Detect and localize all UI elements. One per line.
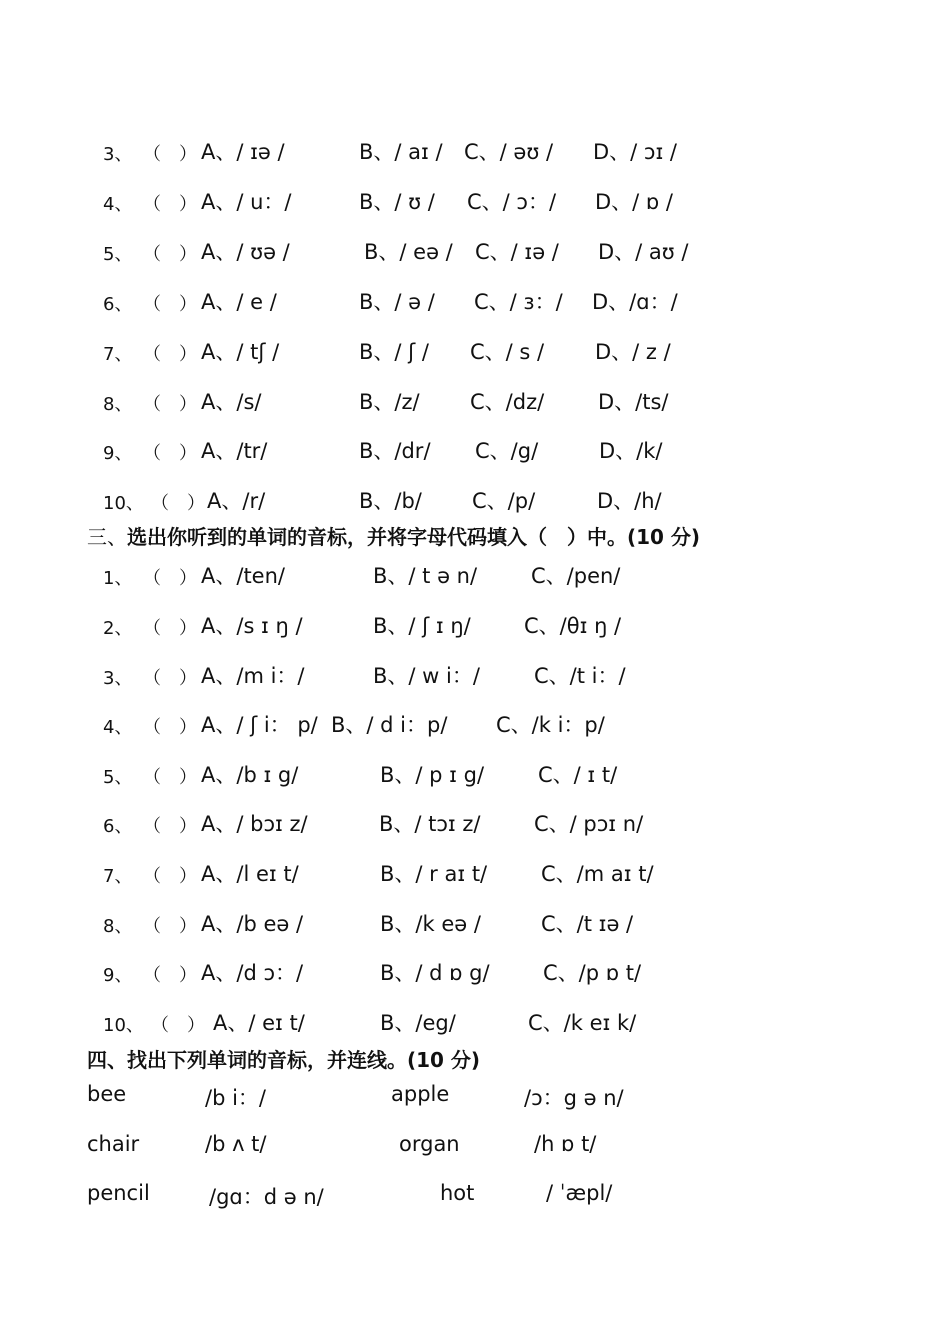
question-number: 6、 (103, 816, 133, 837)
option-b: B、/ w i：/ (373, 664, 480, 688)
option-c: C、/t ɪə / (541, 912, 634, 936)
option-c: C、/ pɔɪ n/ (534, 812, 644, 836)
answer-blank[interactable]: （ ） (151, 493, 205, 514)
option-b: B、/eg/ (380, 1011, 456, 1035)
question-row (0, 660, 950, 690)
option-d: D、/ ɒ / (595, 190, 674, 214)
option-a: A、/b ɪ g/ (201, 763, 299, 787)
option-a: A、/ u：/ (201, 190, 292, 214)
question-row (0, 759, 950, 789)
answer-blank[interactable]: （ ） (143, 194, 197, 215)
question-row (0, 286, 950, 316)
match-word-left[interactable]: chair (87, 1132, 140, 1156)
answer-blank[interactable]: （ ） (143, 344, 197, 365)
section-3-title: 选出你听到的单词的音标，并将字母代码填入（ ）中。 (127, 525, 627, 549)
answer-blank[interactable]: （ ） (143, 965, 197, 986)
option-a: A、/ tʃ / (201, 340, 280, 364)
matching-row (0, 1181, 950, 1211)
option-b: B、/ ə / (359, 290, 435, 314)
question-number: 8、 (103, 916, 133, 937)
question-row (0, 236, 950, 266)
answer-blank[interactable]: （ ） (143, 916, 197, 937)
question-row (0, 808, 950, 838)
option-c: C、/p/ (472, 489, 536, 513)
option-a: A、/ bɔɪ z/ (201, 812, 308, 836)
question-row (0, 858, 950, 888)
match-phonetic-left[interactable]: /b i：/ (205, 1086, 266, 1110)
question-number: 6、 (103, 294, 133, 315)
question-row (0, 336, 950, 366)
option-b: B、/ ʃ / (359, 340, 429, 364)
question-number: 10、 (103, 1015, 144, 1036)
match-word-right[interactable]: hot (440, 1181, 475, 1205)
match-word-left[interactable]: pencil (87, 1181, 150, 1205)
section-4-score: (10 分) (407, 1048, 481, 1072)
option-b: B、/z/ (359, 390, 420, 414)
question-number: 5、 (103, 767, 133, 788)
option-d: D、/ɑ：/ (592, 290, 678, 314)
match-phonetic-left[interactable]: /gɑ：d ə n/ (209, 1185, 324, 1209)
question-row (0, 1007, 950, 1037)
section-3-number: 三、 (87, 525, 127, 549)
match-word-right[interactable]: apple (391, 1082, 450, 1106)
option-d: D、/ z / (595, 340, 671, 364)
section-3-heading (87, 521, 700, 550)
matching-row (0, 1082, 950, 1112)
option-a: A、/ eɪ t/ (213, 1011, 305, 1035)
option-c: C、/ ɔ：/ (467, 190, 557, 214)
question-row (0, 136, 950, 166)
answer-blank[interactable]: （ ） (143, 294, 197, 315)
answer-blank[interactable]: （ ） (151, 1015, 205, 1036)
option-b: B、/ d ɒ g/ (380, 961, 490, 985)
question-number: 7、 (103, 866, 133, 887)
option-b: B、/ ʊ / (359, 190, 435, 214)
option-c: C、/ ɪ t/ (538, 763, 618, 787)
option-a: A、/ e / (201, 290, 277, 314)
option-a: A、/ten/ (201, 564, 285, 588)
option-c: C、/t i：/ (534, 664, 626, 688)
option-b: B、/ t ə n/ (373, 564, 478, 588)
option-c: C、/k eɪ k/ (528, 1011, 637, 1035)
question-row (0, 957, 950, 987)
option-b: B、/ tɔɪ z/ (379, 812, 481, 836)
match-phonetic-right[interactable]: /h ɒ t/ (534, 1132, 597, 1156)
match-phonetic-right[interactable]: /ɔ：g ə n/ (524, 1086, 624, 1110)
option-c: C、/θɪ ŋ / (524, 614, 622, 638)
option-a: A、/d ɔ：/ (201, 961, 304, 985)
option-a: A、/l eɪ t/ (201, 862, 299, 886)
question-number: 4、 (103, 194, 133, 215)
option-b: B、/ p ɪ g/ (380, 763, 485, 787)
answer-blank[interactable]: （ ） (143, 443, 197, 464)
answer-blank[interactable]: （ ） (143, 568, 197, 589)
question-number: 3、 (103, 668, 133, 689)
match-word-left[interactable]: bee (87, 1082, 127, 1106)
answer-blank[interactable]: （ ） (143, 717, 197, 738)
question-number: 9、 (103, 443, 133, 464)
option-a: A、/b eə / (201, 912, 304, 936)
answer-blank[interactable]: （ ） (143, 816, 197, 837)
matching-row (0, 1132, 950, 1162)
question-number: 10、 (103, 493, 144, 514)
option-d: D、/k/ (599, 439, 663, 463)
option-a: A、/m i：/ (201, 664, 305, 688)
option-b: B、/ aɪ / (359, 140, 443, 164)
option-a: A、/ ʃ i： p/ (201, 713, 318, 737)
option-c: C、/pen/ (531, 564, 621, 588)
question-number: 2、 (103, 618, 133, 639)
option-d: D、/h/ (597, 489, 662, 513)
match-phonetic-left[interactable]: /b ʌ t/ (205, 1132, 267, 1156)
option-b: B、/ ʃ ɪ ŋ/ (373, 614, 471, 638)
option-b: B、/ d i：p/ (331, 713, 448, 737)
answer-blank[interactable]: （ ） (143, 144, 197, 165)
option-c: C、/ əʊ / (464, 140, 554, 164)
question-row (0, 386, 950, 416)
question-number: 3、 (103, 144, 133, 165)
option-a: A、/s/ (201, 390, 262, 414)
option-c: C、/ ɜ：/ (474, 290, 563, 314)
answer-blank[interactable]: （ ） (143, 394, 197, 415)
option-a: A、/tr/ (201, 439, 268, 463)
section-4-title: 四、找出下列单词的音标，并连线。 (87, 1048, 407, 1072)
option-a: A、/s ɪ ŋ / (201, 614, 303, 638)
option-b: B、/ eə / (364, 240, 453, 264)
answer-blank[interactable]: （ ） (143, 668, 197, 689)
match-phonetic-right[interactable]: / ˈæpl/ (546, 1181, 613, 1205)
answer-blank[interactable]: （ ） (143, 244, 197, 265)
question-row (0, 560, 950, 590)
question-number: 1、 (103, 568, 133, 589)
option-b: B、/dr/ (359, 439, 431, 463)
question-row (0, 186, 950, 216)
option-a: A、/r/ (207, 489, 266, 513)
option-c: C、/g/ (475, 439, 539, 463)
question-row (0, 485, 950, 515)
question-number: 7、 (103, 344, 133, 365)
option-d: D、/ts/ (598, 390, 669, 414)
option-d: D、/ ɔɪ / (593, 140, 678, 164)
question-row (0, 709, 950, 739)
option-c: C、/p ɒ t/ (543, 961, 642, 985)
section-3-score: (10 分) (627, 525, 701, 549)
option-b: B、/b/ (359, 489, 422, 513)
answer-blank[interactable]: （ ） (143, 618, 197, 639)
question-number: 4、 (103, 717, 133, 738)
question-number: 9、 (103, 965, 133, 986)
option-d: D、/ aʊ / (598, 240, 689, 264)
option-b: B、/ r aɪ t/ (380, 862, 488, 886)
option-c: C、/k i：p/ (496, 713, 605, 737)
answer-blank[interactable]: （ ） (143, 767, 197, 788)
option-c: C、/m aɪ t/ (541, 862, 654, 886)
option-c: C、/dz/ (470, 390, 545, 414)
question-row (0, 610, 950, 640)
question-number: 5、 (103, 244, 133, 265)
option-a: A、/ ɪə / (201, 140, 285, 164)
question-number: 8、 (103, 394, 133, 415)
section-4-heading (87, 1044, 480, 1073)
match-word-right[interactable]: organ (399, 1132, 460, 1156)
option-c: C、/ s / (470, 340, 545, 364)
option-a: A、/ ʊə / (201, 240, 290, 264)
answer-blank[interactable]: （ ） (143, 866, 197, 887)
option-c: C、/ ɪə / (475, 240, 559, 264)
option-b: B、/k eə / (380, 912, 481, 936)
question-row (0, 435, 950, 465)
question-row (0, 908, 950, 938)
